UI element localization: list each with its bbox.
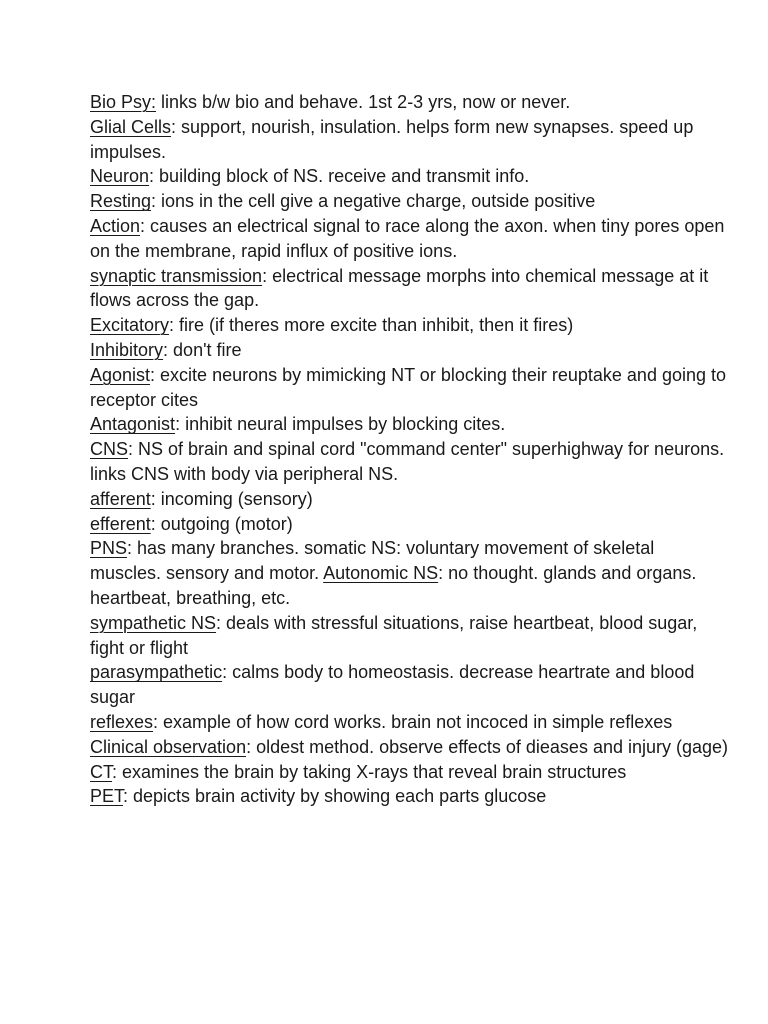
definition: : examines the brain by taking X-rays that reveal brain structures: [112, 761, 627, 782]
term: Action: [90, 215, 141, 236]
entry-excitatory: [90, 313, 730, 338]
definition: : ions in the cell give a negative charge, outside positive: [151, 191, 596, 212]
term: PNS: [90, 538, 128, 559]
term: Agonist: [90, 364, 151, 385]
term: CNS: [90, 439, 129, 460]
definition: : no thought. glands and organs. heartbeat, breathing, etc.: [90, 563, 697, 608]
entry-antagonist: [90, 412, 730, 437]
definition: : building block of NS. receive and transmit info.: [149, 166, 530, 187]
definition: : calms body to homeostasis. decrease heartrate and blood sugar: [90, 662, 695, 708]
entry-pns: [90, 536, 730, 610]
entry-inhibitory: [90, 338, 730, 363]
definition: : outgoing (motor): [150, 513, 293, 534]
term: CT: [90, 761, 112, 782]
definition: : oldest method. observe effects of dieases and injury (gage): [246, 736, 729, 757]
entry-agonist: [90, 363, 730, 413]
term: PET: [90, 786, 124, 807]
entry-resting: [90, 189, 730, 214]
term: Resting: [90, 191, 152, 212]
definition: : support, nourish, insulation. helps form new synapses. speed up impulses.: [90, 116, 694, 162]
term: sympathetic NS: [90, 612, 217, 633]
definition: : depicts brain activity by showing each parts glucose: [123, 786, 547, 807]
term: Glial Cells: [90, 116, 172, 137]
entry-bio-psy: [90, 90, 730, 115]
entry-reflexes: [90, 710, 730, 735]
term: efferent: [90, 513, 151, 534]
definition: : fire (if theres more excite than inhibit, then it fires): [169, 315, 574, 336]
entry-synaptic-transmission: [90, 264, 730, 314]
definition: : excite neurons by mimicking NT or blocking their reuptake and going to receptor cites: [90, 364, 727, 410]
entry-afferent: [90, 487, 730, 512]
entry-pet: [90, 784, 730, 809]
term: afferent: [90, 488, 151, 509]
term: Bio Psy:: [90, 92, 157, 112]
term: Inhibitory: [90, 339, 164, 360]
term: reflexes: [90, 711, 154, 732]
definition: : electrical message morphs into chemical message at it flows across the gap.: [90, 265, 709, 311]
term: synaptic transmission: [90, 265, 263, 286]
entry-ct: [90, 760, 730, 785]
definition: : NS of brain and spinal cord "command center" superhighway for neurons. links CNS with body via peripheral NS.: [90, 439, 725, 484]
notes-page: [90, 90, 730, 809]
entry-neuron: [90, 164, 730, 189]
definition: : example of how cord works. brain not incoced in simple reflexes: [153, 711, 673, 732]
term-autonomic-ns: Autonomic NS: [323, 563, 439, 584]
definition: links b/w bio and behave. 1st 2-3 yrs, now or never.: [156, 92, 571, 112]
definition: : causes an electrical signal to race along the axon. when tiny pores open on the membrane, rapid influx of positive ions.: [90, 215, 725, 261]
entry-parasympathetic: [90, 660, 730, 710]
term: Neuron: [90, 166, 150, 187]
term: Clinical observation: [90, 736, 247, 757]
term: parasympathetic: [90, 662, 223, 683]
definition: : deals with stressful situations, raise heartbeat, blood sugar, fight or flight: [90, 612, 698, 658]
entry-sympathetic-ns: [90, 611, 730, 661]
entry-efferent: [90, 512, 730, 537]
entry-clinical-observation: [90, 735, 730, 760]
definition: : don't fire: [163, 339, 242, 360]
entry-action: [90, 214, 730, 264]
definition: : has many branches. somatic NS: voluntary movement of skeletal muscles. sensory and motor.: [90, 538, 655, 584]
definition: : inhibit neural impulses by blocking cites.: [175, 414, 506, 435]
entry-cns: [90, 437, 730, 487]
term: Excitatory: [90, 315, 170, 336]
entry-glial-cells: [90, 115, 730, 165]
definition: : incoming (sensory): [150, 488, 313, 509]
term: Antagonist: [90, 414, 176, 435]
